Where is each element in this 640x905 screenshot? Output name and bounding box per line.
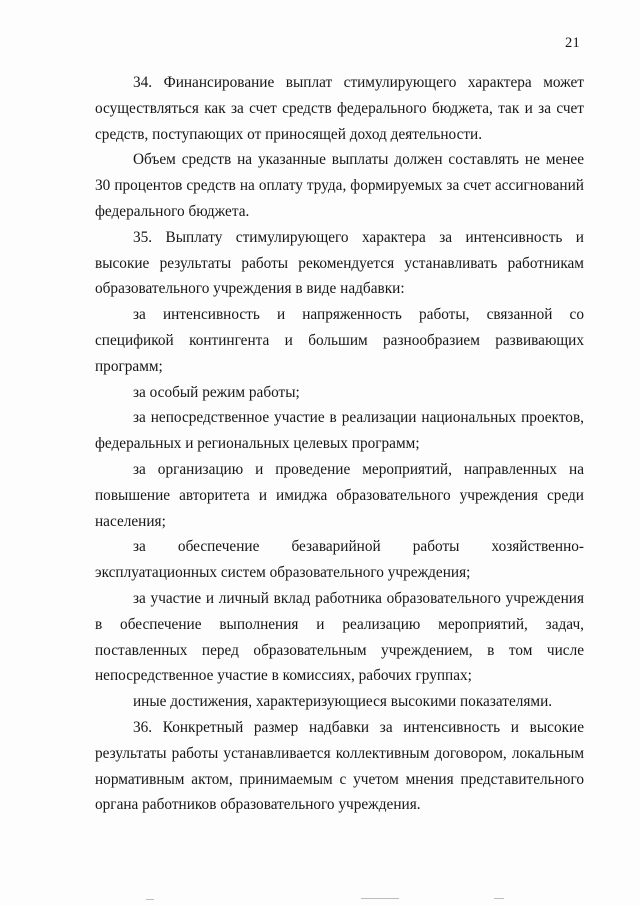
scan-artifact (361, 898, 399, 899)
document-body (95, 70, 584, 818)
scan-artifact (494, 898, 504, 899)
list-item-intensity: за интенсивность и напряженность работы, связанной со спецификой контингента и большим разнообразием развивающих программ; (95, 306, 584, 375)
scan-artifact (146, 899, 154, 900)
paragraph-34-financing: 34. Финансирование выплат стимулирующего характера может осуществляться как за счет средств федерального бюджета, так и за счет средств, поступающих от приносящей доход деятельности. (95, 74, 584, 143)
list-item-trouble-free-operation: за обеспечение безаварийной работы хозяйственно-эксплуатационных систем образовательного учреждения; (95, 538, 584, 582)
list-item-national-projects: за непосредственное участие в реализации национальных проектов, федеральных и региональных целевых программ; (95, 409, 584, 453)
list-item-other-achievements: иные достижения, характеризующиеся высокими показателями. (133, 693, 553, 711)
paragraph-funding-volume: Объем средств на указанные выплаты должен составлять не менее 30 процентов средств на оплату труда, формируемых за счет ассигнований федерального бюджета. (95, 151, 584, 220)
paragraph-35-intensity-bonus: 35. Выплату стимулирующего характера за интенсивность и высокие результаты работы рекомендуется устанавливать работникам образовательного учреждения в виде надбавки: (95, 228, 584, 298)
page-number: 21 (565, 35, 580, 51)
paragraph-36-bonus-amount: 36. Конкретный размер надбавки за интенсивность и высокие результаты работы устанавливается коллективным договором, локальным нормативным актом, принимаемым с учетом мнения представительного органа работников образовательного учреждения. (95, 718, 584, 814)
list-item-events: за организацию и проведение мероприятий, направленных на повышение авторитета и имиджа образовательного учреждения среди населения; (95, 460, 584, 530)
list-item-special-regime: за особый режим работы; (133, 383, 300, 401)
list-item-personal-contribution: за участие и личный вклад работника образовательного учреждения в обеспечение выполнения и реализацию мероприятий, задач, поставленных перед образовательным учреждением, в том числе непосредственное участие в комиссиях, рабочих группах; (95, 589, 584, 685)
